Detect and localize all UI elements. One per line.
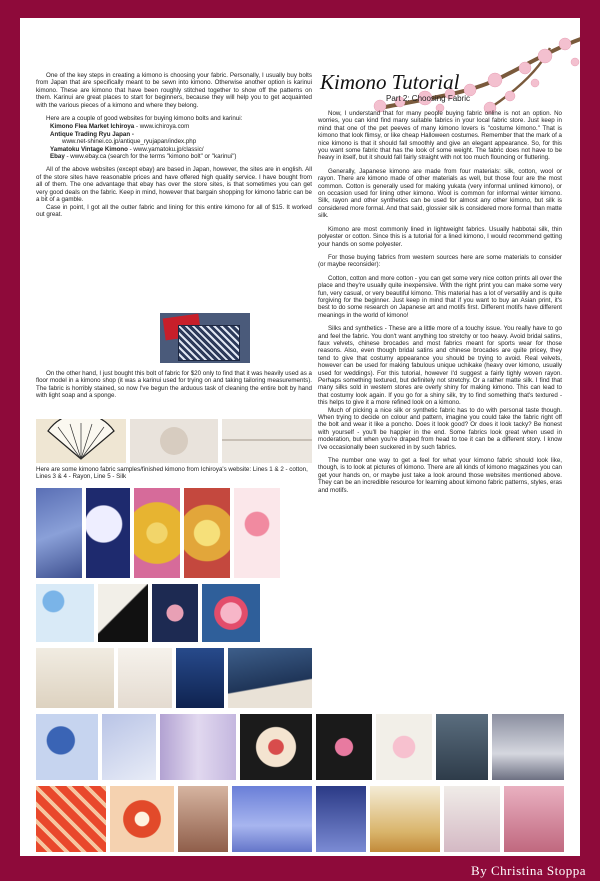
- tutorial-subtitle: Part 2: Choosing Fabric: [386, 94, 471, 103]
- fabric-sample: [118, 648, 172, 708]
- site-2-url[interactable]: www.net-shinei.co.jp/antique_ryujapan/index.php: [62, 138, 197, 146]
- fabric-sample: [152, 584, 198, 642]
- fabric-sample: [86, 488, 130, 578]
- site-2-name: Antique Trading Ryu Japan -: [50, 130, 134, 138]
- site-4-name: Ebay: [50, 153, 65, 161]
- stained-bolt-photo-3: [222, 419, 312, 463]
- tutorial-title: Kimono Tutorial: [320, 70, 460, 94]
- right-paragraph-7: Much of picking a nice silk or synthetic fabric has to do with personal taste though. When trying to decide on colour and pattern, imagine you could take the fabric right off the bolt and wear it like a poncho. Does it look good? Or does it look tacky? Be honest with yourself - you'll be happier in the end. Some fabrics look great when used in moderation, but when you're draped from head to toe it can be a different story. I know I've occasionally been suckered in by such fabrics.: [318, 406, 562, 451]
- fabric-sample: [436, 714, 488, 780]
- fabric-sample: [232, 786, 312, 852]
- fabric-sample: [184, 488, 230, 578]
- right-paragraph-5: Cotton, cotton and more cotton - you can get some very nice cotton prints all over the place and they're usually quite inexpensive. With the right print you can make some very fun, very casual, or very beautiful kimono. This material has a lot of versatiliy and is quite forgiving for the beginner. Just keep in mind that if you want to buy an Asian print, it's best to do some research on Japanese art and motifs first. Different motifs have different meanings in the world of kimono!: [318, 274, 562, 319]
- fabric-sample: [228, 648, 312, 708]
- fabric-sample: [36, 488, 82, 578]
- site-4-url[interactable]: - www.ebay.ca (search for the terms "kimono bolt" or "karinui"): [64, 153, 237, 161]
- left-paragraph-3: All of the above websites (except ebay) are based in Japan, however, the sites are in english. All of the store sites have reasonable prices and have offered high quality service. I have bought from all of them. The one advantage that ebay has over the store sites, is that sometimes you can get very good deals on the fabric. Keep in mind, however that bargain shopping for kimono fabric can be a bit of a gamble.: [36, 166, 312, 204]
- fabric-sample: [504, 786, 564, 852]
- stained-bolt-photo-1: [36, 419, 126, 463]
- fabric-sample: [316, 714, 372, 780]
- fabric-sample: [134, 488, 180, 578]
- fabric-sample: [492, 714, 564, 780]
- fabric-sample: [160, 714, 236, 780]
- fabric-sample: [98, 584, 148, 642]
- fabric-sample: [376, 714, 432, 780]
- fabric-sample: [176, 648, 224, 708]
- right-paragraph-2: Generally, Japanese kimono are made from four materials: silk, cotton, wool or rayon. There are kimono made of other materials as well, but those four are the most common. Cotton is generally used for making yukata (very informal unlined kimono), or on occasion used for lining other kimono. Wool is common for informal winter kimono. Silk, rayon and other synthetics can be used for almost any other kimono, but silk is considered more formal. And that said, glossier silk is considered more formal than matte silk.: [318, 167, 562, 220]
- fabric-sample: [240, 714, 312, 780]
- fabric-sample: [202, 584, 260, 642]
- fabric-sample: [36, 786, 106, 852]
- right-paragraph-3: Kimono are most commonly lined in lightweight fabrics. Usually habbotai silk, thin polyester or cotton. Since this is a tutorial for a lined kimono, I would recommend getting your hands on some polyester.: [318, 225, 562, 248]
- author-credit: By Christina Stoppa: [471, 863, 586, 878]
- fabric-sample: [444, 786, 500, 852]
- website-list: [50, 123, 312, 160]
- site-1-name: Kimono Flea Market Ichiroya: [50, 123, 135, 131]
- red-fabric-photo: [160, 313, 250, 363]
- fabric-sample: [370, 786, 440, 852]
- samples-caption: Here are some kimono fabric samples/finished kimono from Ichiroya's website: Lines 1 & 2 - cotton, Lines 3 & 4 - Rayon, Line 5 - Silk: [36, 466, 308, 481]
- right-paragraph-8: The number one way to get a feel for what your kimono fabric should look like, though, is to look at pictures of kimono. There are all kinds of kimono magazines you can get your hands on, or maybe just take a look around those websites mentioned above. They can be an incredible resource for learning about kimono fabric patterns, styles, eras and motifs.: [318, 457, 562, 494]
- fabric-sample: [178, 786, 228, 852]
- left-column: [36, 72, 312, 224]
- left-paragraph-1: One of the key steps in creating a kimono is choosing your fabric. Personally, I usually buy bolts from Japan that are specifically meant to be sewn into kimono. Otherwise another option is karinui kimono. These are kimono that have been roughly stitched together to show off the patterns on them. Karinui are great places to start for beginners, because they will help you to get acquainted with the various pieces of a kimono and where they belong.: [36, 72, 312, 109]
- stained-bolt-photo-2: [130, 419, 218, 463]
- right-paragraph-6: Silks and synthetics - These are a little more of a touchy issue. You really have to go and feel the fabric. You don't want anything too stretchy or too heavy. Avoid bridal satins, faux velvets, chinese brocades and most fabrics meant for sports wear for those reasons. Also, even though bridal satins and chinese brocades are quite pricey, they tend to give that costumy appearance you should be trying to avoid. Real velvets, however can be used for making fabulous unique uchikake (heavy over kimono, usually used for weddings). For this tutorial, however I'd suggest a fairly tighly woven rayon. Perhaps something textured, but definitely not stretchy. Or a rather matte silk. I find that many silks sold in western stores are overly shiny for making kimono. This can lead to that costumy look again. If you go for a shiny silk, try to find something that's textured - this helps to give it a more refined look on a kimono.: [318, 325, 562, 407]
- site-3-name: Yamatoku Vintage Kimono: [50, 145, 128, 153]
- site-3-url[interactable]: - www.yamatoku.jp/classic/: [127, 145, 204, 153]
- right-paragraph-1: Now, I understand that for many people buying fabric online is not an option. No worries, you can kind find many suitable fabrics in your local fabric store. Just keep in mind that one of the pet peeves of many kimono lovers is "costume kimono." That is kimono that look flimsy, or like cheap Halloween costumes. Remember that the mark of a nice kimono is that it should fall smoothly and give an elegant appearance. So, for this you want some fabric that has the look of some weight. The fabric does not have to be heavy in itself, but it should fall fairly straight with not too much flouncing or fluttering.: [318, 110, 562, 162]
- fabric-sample: [36, 714, 98, 780]
- fabric-sample: [102, 714, 156, 780]
- left-paragraph-4: Case in point, I got all the outter fabric and lining for this entire kimono for all of $15. It worked out great.: [36, 203, 312, 218]
- fabric-sample: [36, 648, 114, 708]
- left-paragraph-5-block: [36, 370, 312, 406]
- right-column: [318, 110, 562, 500]
- fabric-sample: [110, 786, 174, 852]
- right-paragraph-4: For those buying fabrics from western sources here are some materials to consider (or maybe reconsider):: [318, 253, 562, 269]
- fabric-sample: [36, 584, 94, 642]
- fabric-sample: [234, 488, 280, 578]
- page: [20, 18, 580, 856]
- site-1-url[interactable]: - www.ichiroya.com: [134, 123, 190, 131]
- left-paragraph-5: On the other hand, I just bought this bolt of fabric for $20 only to find that it was heavily used as a floor model in a kimono shop (it was a karinui used for trying on and taking tailoring measurements). The fabric is horribly stained, so now I've begun the arduous task of cleaning the entire bolt by hand with light soap and a sponge.: [36, 370, 312, 400]
- left-paragraph-2: Here are a couple of good websites for buying kimono bolts and karinui:: [46, 115, 243, 123]
- fabric-sample: [316, 786, 366, 852]
